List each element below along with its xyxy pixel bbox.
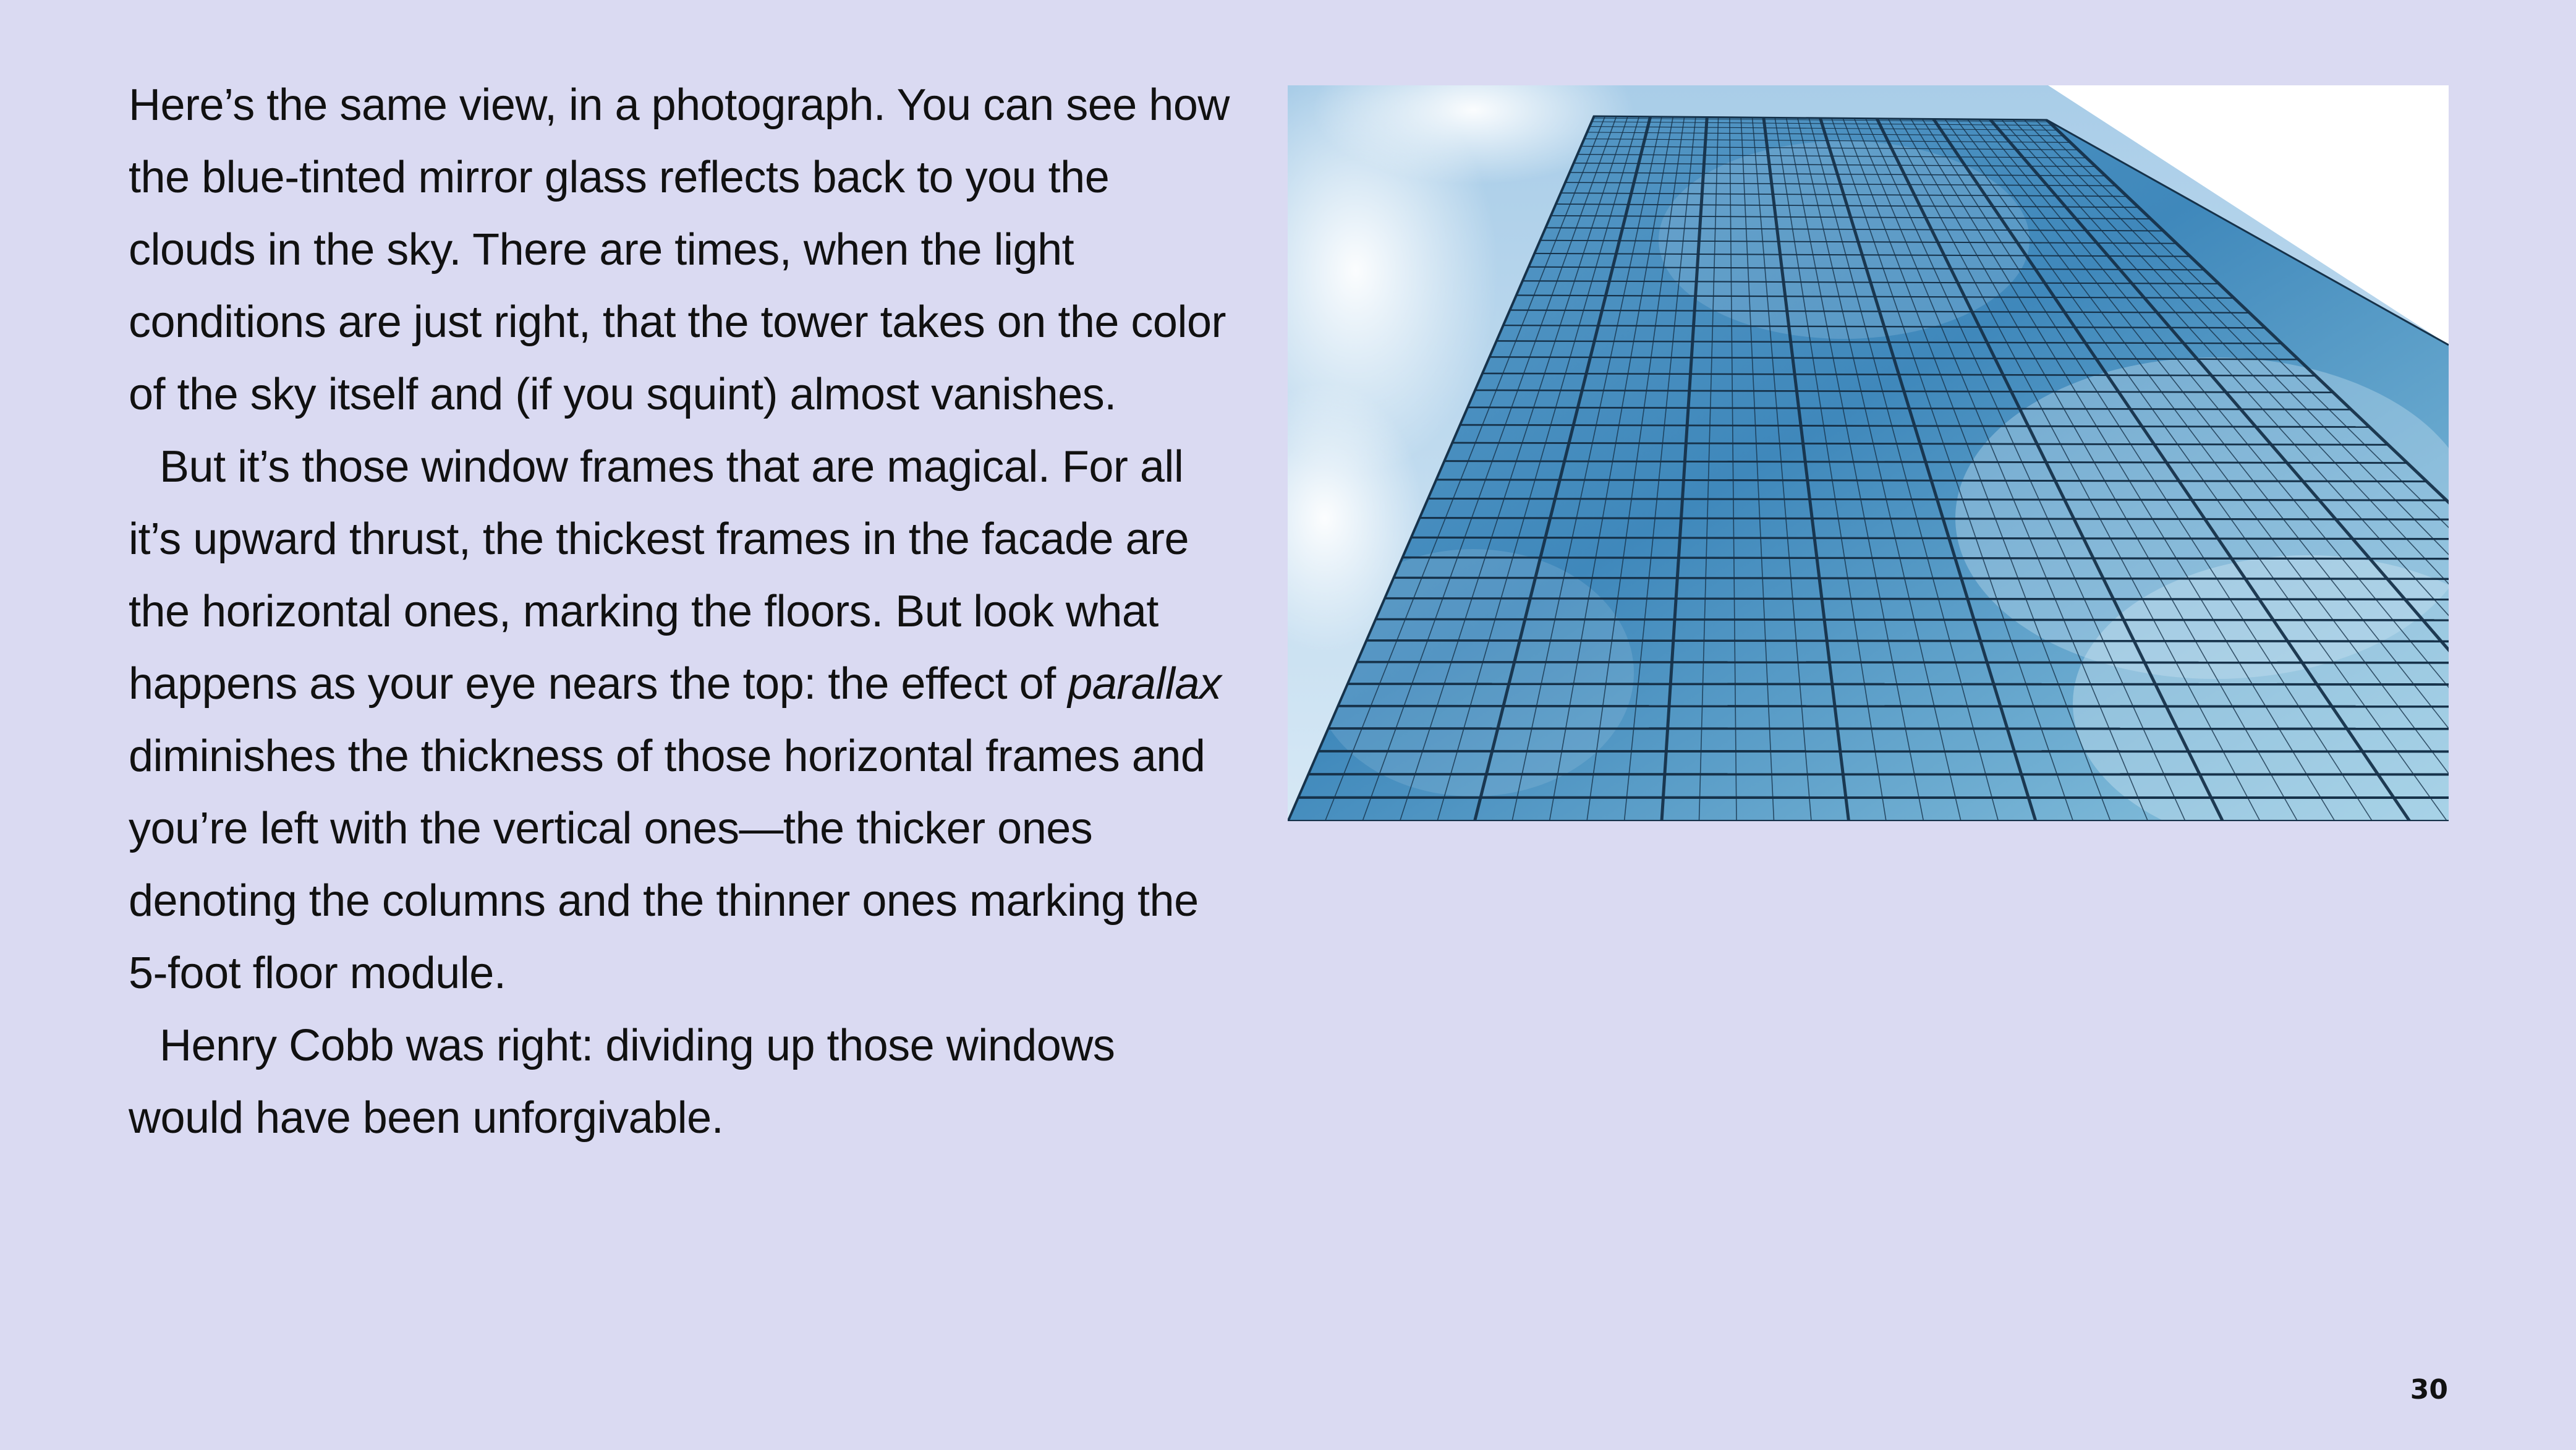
paragraph-2-end: diminishes the thickness of those horizontal frames and you’re left with the vertical ones—the thicker ones denoting the columns and the thinner ones marking the 5-foot floor module. xyxy=(129,731,1205,998)
floor-line xyxy=(1375,619,2449,620)
floor-line xyxy=(1328,728,2449,729)
floor-line xyxy=(1318,751,2449,752)
floor-line xyxy=(1393,578,2449,579)
paragraph-3: Henry Cobb was right: dividing up those windows would have been unforgivable. xyxy=(129,1021,1115,1143)
paragraph-2-start: But it’s those window frames that are magical. For all it’s upward thrust, the thickest frames in the facade are the horizontal ones, marking the floors. But look what happens as your eye nears the top: the effect of xyxy=(129,442,1189,709)
tower-photo-svg xyxy=(1288,85,2449,821)
floor-line xyxy=(1357,662,2449,663)
paragraph-2 xyxy=(129,431,1241,1010)
reflection-patch xyxy=(1659,141,2030,339)
body-text xyxy=(129,69,1241,1154)
tower-photo xyxy=(1288,85,2449,821)
paragraph-1: Here’s the same view, in a photograph. You can see how the blue-tinted mirror glass reflects back to you the clouds in the sky. There are times, when the light conditions are just right, that the tower takes on the color of the sky itself and (if you squint) almost vanishes. xyxy=(129,80,1230,419)
floor-line xyxy=(1402,558,2449,559)
page-number: 30 xyxy=(2410,1374,2448,1405)
parallax-emphasis: parallax xyxy=(1068,659,1222,709)
